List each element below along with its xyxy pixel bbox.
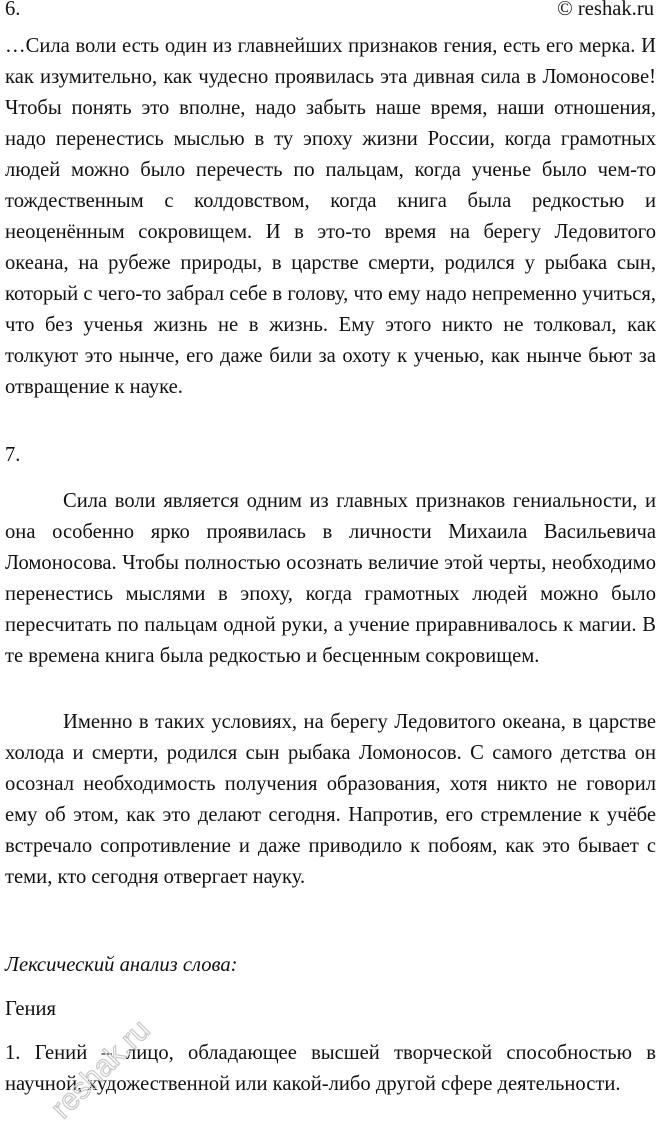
analyzed-word: Гения	[5, 998, 56, 1020]
rewrite-paragraph-2: Именно в таких условиях, на берегу Ледовитого океана, в царстве холода и смерти, родился сын рыбака Ломоносов. С самого детства он осознал необходимость получения образования, хотя никто не говорил ему об этом, как это делают сегодня. Напротив, его стремление к учёбе встречало сопротивление и даже приводило к побоям, как это бывает с теми, кто сегодня отвергает науку.	[5, 711, 656, 888]
word-definition: 1. Гений – лицо, обладающее высшей творческой способностью в научной, художественной или какой-либо другой сфере деятельности.	[5, 1042, 656, 1095]
copyright-label: © reshak.ru	[557, 0, 654, 20]
task-number-7: 7.	[5, 444, 21, 466]
lexical-analysis-heading: Лексический анализ слова:	[5, 954, 238, 976]
page-header	[5, 0, 654, 25]
task-number-6: 6.	[5, 0, 21, 20]
source-text-paragraph: …Сила воли есть один из главнейших признаков гения, есть его мерка. И как изумительно, как чудесно проявилась эта дивная сила в Ломоносове! Чтобы понять это вполне, надо забыть наше время, наши отношения, надо перенестись мыслью в ту эпоху жизни России, когда грамотных людей можно было перечесть по пальцам, когда ученье было чем-то тождественным с колдовством, когда книга была редкостью и неоценённым сокровищем. И в это-то время на берегу Ледовитого океана, на рубеже природы, в царстве смерти, родился у рыбака сын, который с чего-то забрал себе в голову, что ему надо непременно учиться, что без ученья жизнь не в жизнь. Ему этого никто не толковал, как толкуют это нынче, его даже били за охоту к ученью, как нынче бьют за отвращение к науке.	[5, 35, 656, 398]
rewrite-paragraph-1: Сила воли является одним из главных признаков гениальности, и она особенно ярко проявилась в личности Михаила Васильевича Ломоносова. Чтобы полностью осознать величие этой черты, необходимо перенестись мыслями в эпоху, когда грамотных людей можно было пересчитать по пальцам одной руки, а учение приравнивалось к магии. В те времена книга была редкостью и бесценным сокровищем.	[5, 490, 656, 667]
watermark-text: reshak.ru	[44, 1013, 157, 1126]
